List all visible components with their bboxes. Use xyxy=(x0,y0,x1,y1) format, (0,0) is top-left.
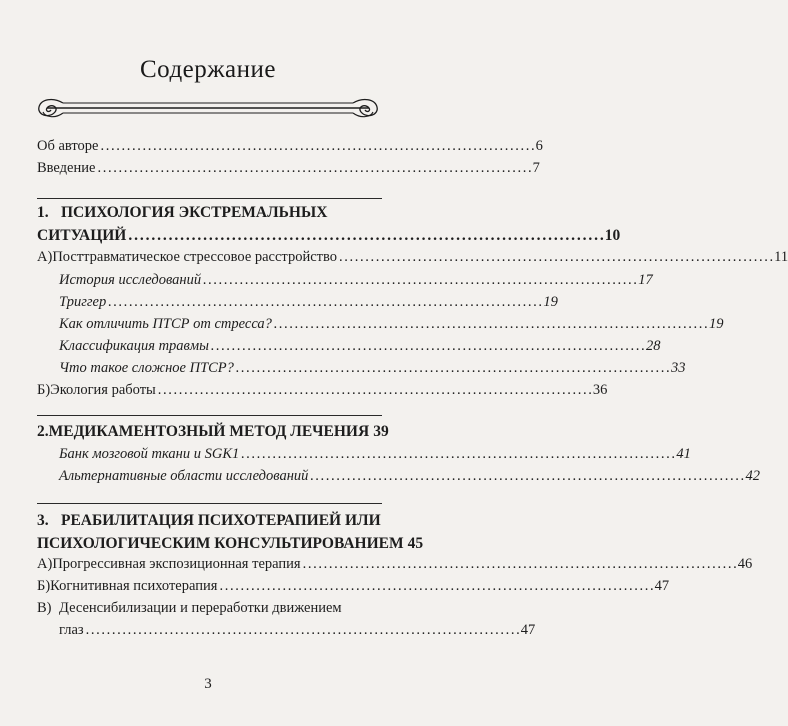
toc-entry-label: Триггер xyxy=(59,294,107,310)
toc-entry[interactable] xyxy=(37,578,670,595)
dot-leader xyxy=(219,578,652,595)
toc-entry-label: Об авторе xyxy=(37,138,99,154)
toc-entry[interactable] xyxy=(37,446,691,463)
toc-page-number: 41 xyxy=(676,446,691,462)
dot-leader xyxy=(100,138,533,155)
toc-entry-label: Когнитивная психотерапия xyxy=(50,578,218,594)
toc-page-number: 7 xyxy=(532,160,540,176)
section-separator xyxy=(37,503,382,504)
item-marker: Б) xyxy=(37,578,51,594)
toc-entry[interactable] xyxy=(37,382,608,399)
item-marker: Б) xyxy=(37,382,51,398)
toc-page-number: 10 xyxy=(604,227,621,244)
section-marker: 3. xyxy=(37,512,49,529)
section-heading-text: СИТУАЦИЙ xyxy=(37,227,127,244)
toc-entry-label: Альтернативные области исследований xyxy=(59,468,309,484)
section-heading-text: ПСИХОЛОГИЯ ЭКСТРЕМАЛЬНЫХ xyxy=(61,204,328,221)
item-marker: В) xyxy=(37,600,52,616)
dot-leader xyxy=(236,360,669,377)
section-heading-1-line1[interactable] xyxy=(37,204,382,222)
dot-leader xyxy=(310,468,743,485)
toc-entry-label: Что такое сложное ПТСР? xyxy=(59,360,234,376)
dot-leader xyxy=(211,338,644,355)
toc-entry-label: История исследований xyxy=(59,272,202,288)
toc-page-number: 17 xyxy=(638,272,653,288)
dot-leader xyxy=(203,272,636,289)
dot-leader xyxy=(128,227,602,245)
toc-entry[interactable] xyxy=(37,338,661,355)
ornament-divider xyxy=(33,95,383,121)
toc-page-number: 19 xyxy=(543,294,558,310)
toc-page-number: 28 xyxy=(646,338,661,354)
section-marker: 2. xyxy=(37,423,49,440)
item-marker: А) xyxy=(37,249,53,265)
dot-leader xyxy=(339,249,772,266)
page-title: Содержание xyxy=(140,56,276,83)
toc-entry-about-author[interactable] xyxy=(37,138,543,155)
section-separator xyxy=(37,415,382,416)
toc-page-number: 42 xyxy=(745,468,761,484)
toc-entry-line2[interactable] xyxy=(37,622,536,639)
toc-entry-label: Введение xyxy=(37,160,96,176)
item-marker: А) xyxy=(37,556,53,572)
dot-leader xyxy=(108,294,541,311)
toc-entry-label: Экология работы xyxy=(50,382,156,398)
dot-leader xyxy=(303,556,736,573)
section-heading-text: РЕАБИЛИТАЦИЯ ПСИХОТЕРАПИЕЙ ИЛИ xyxy=(61,512,381,529)
toc-entry-introduction[interactable] xyxy=(37,160,540,177)
section-separator xyxy=(37,198,382,199)
section-heading-3-line2[interactable] xyxy=(37,535,424,553)
toc-entry-label: Прогрессивная экспозиционная терапия xyxy=(52,556,301,572)
toc-entry[interactable] xyxy=(37,360,686,377)
dot-leader xyxy=(86,622,519,639)
dot-leader xyxy=(97,160,530,177)
dot-leader xyxy=(241,446,674,463)
toc-page-number: 19 xyxy=(709,316,724,332)
toc-entry[interactable] xyxy=(37,294,558,311)
toc-entry[interactable] xyxy=(37,249,788,266)
section-heading-text: ПСИХОЛОГИЧЕСКИМ КОНСУЛЬТИРОВАНИЕМ xyxy=(37,535,404,552)
toc-page-number: 33 xyxy=(671,360,686,376)
toc-entry-line1[interactable] xyxy=(37,600,382,617)
toc-page-number: 47 xyxy=(520,622,536,638)
section-heading-2[interactable] xyxy=(37,423,389,441)
toc-entry[interactable] xyxy=(37,468,761,485)
toc-page-number: 6 xyxy=(535,138,543,154)
toc-entry-label: Десенсибилизации и переработки движением xyxy=(59,600,342,616)
toc-page-number: 11 xyxy=(774,249,788,265)
toc-page-number: 39 xyxy=(373,423,389,440)
section-heading-text: МЕДИКАМЕНТОЗНЫЙ МЕТОД ЛЕЧЕНИЯ xyxy=(48,423,370,440)
toc-entry-label: Банк мозговой ткани и SGK1 xyxy=(59,446,240,462)
section-heading-1-line2[interactable] xyxy=(37,227,621,245)
page-number: 3 xyxy=(204,676,212,692)
dot-leader xyxy=(274,316,707,333)
toc-entry-label: глаз xyxy=(59,622,84,638)
toc-entry-label: Классификация травмы xyxy=(59,338,209,354)
toc-entry-label: Посттравматическое стрессовое расстройство xyxy=(52,249,337,265)
toc-entry-label: Как отличить ПТСР от стресса? xyxy=(59,316,272,332)
toc-entry[interactable] xyxy=(37,272,653,289)
toc-page-number: 45 xyxy=(407,535,424,552)
section-marker: 1. xyxy=(37,204,49,221)
section-heading-3-line1[interactable] xyxy=(37,512,382,530)
toc-entry[interactable] xyxy=(37,556,753,573)
toc-entry[interactable] xyxy=(37,316,724,333)
dot-leader xyxy=(158,382,591,399)
toc-page-number: 47 xyxy=(654,578,670,594)
toc-page-number: 36 xyxy=(592,382,608,398)
toc-page-number: 46 xyxy=(737,556,753,572)
